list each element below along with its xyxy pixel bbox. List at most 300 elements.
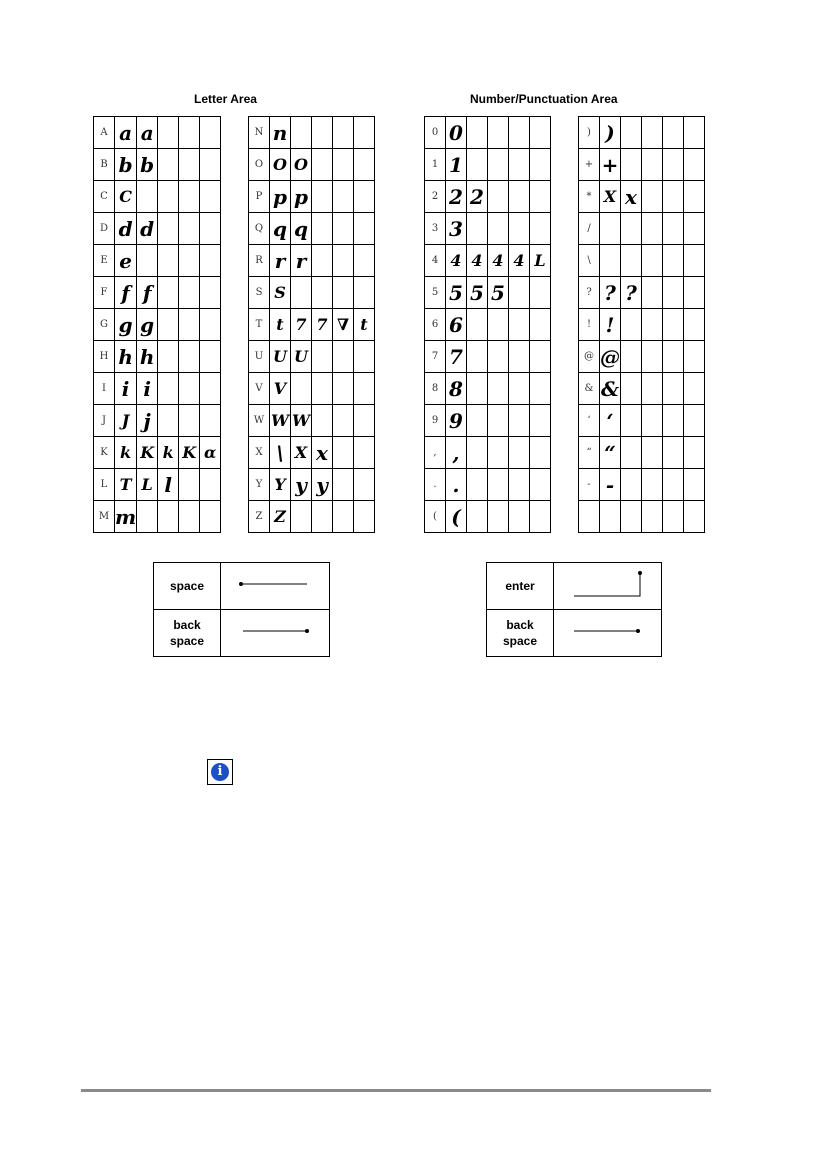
stroke-sample: 2: [467, 181, 488, 213]
stroke-sample: y: [312, 469, 333, 501]
empty-cell: [354, 501, 375, 533]
empty-cell: [642, 373, 663, 405]
empty-cell: [200, 149, 221, 181]
stroke-sample: q: [291, 213, 312, 245]
grid-row: [579, 501, 705, 533]
stroke-sample: W: [270, 405, 291, 437]
empty-cell: [467, 373, 488, 405]
empty-cell: [509, 181, 530, 213]
empty-cell: [642, 437, 663, 469]
stroke-sample: y: [291, 469, 312, 501]
empty-cell: [354, 277, 375, 309]
row-label: E: [94, 245, 115, 277]
empty-cell: [467, 309, 488, 341]
empty-cell: [354, 245, 375, 277]
empty-cell: [467, 341, 488, 373]
stroke-sample: 2: [446, 181, 467, 213]
empty-cell: [530, 501, 551, 533]
empty-cell: [200, 245, 221, 277]
empty-cell: [467, 213, 488, 245]
empty-cell: [621, 309, 642, 341]
empty-cell: [600, 245, 621, 277]
empty-cell: [467, 437, 488, 469]
empty-cell: [663, 501, 684, 533]
punctuation-grid: [578, 116, 705, 533]
empty-cell: [179, 117, 200, 149]
stroke-sample: O: [291, 149, 312, 181]
empty-cell: [684, 213, 705, 245]
stroke-sample: 3: [446, 213, 467, 245]
row-label: -: [579, 469, 600, 501]
stroke-sample: 7: [312, 309, 333, 341]
empty-cell: [333, 501, 354, 533]
row-label: A: [94, 117, 115, 149]
stroke-sample: 8: [446, 373, 467, 405]
empty-cell: [158, 277, 179, 309]
empty-cell: [333, 149, 354, 181]
stroke-sample: +: [600, 149, 621, 181]
grid-row: [94, 245, 221, 277]
stroke-sample: 5: [446, 277, 467, 309]
empty-cell: [179, 501, 200, 533]
stroke-sample: ?: [600, 277, 621, 309]
stroke-sample: \: [270, 437, 291, 469]
row-label: 1: [425, 149, 446, 181]
stroke-sample: U: [291, 341, 312, 373]
grid-row: [425, 181, 551, 213]
empty-cell: [684, 341, 705, 373]
empty-cell: [488, 181, 509, 213]
empty-cell: [642, 501, 663, 533]
stroke-sample: q: [270, 213, 291, 245]
row-label: O: [249, 149, 270, 181]
row-label: C: [94, 181, 115, 213]
stroke-sample: 4: [446, 245, 467, 277]
empty-cell: [200, 469, 221, 501]
empty-cell: [488, 149, 509, 181]
empty-cell: [684, 117, 705, 149]
empty-cell: [530, 437, 551, 469]
stroke-sample: t: [270, 309, 291, 341]
empty-cell: [642, 309, 663, 341]
empty-cell: [530, 117, 551, 149]
empty-cell: [663, 469, 684, 501]
stroke-sample: ,: [446, 437, 467, 469]
stroke-sample: f: [115, 277, 137, 309]
grid-row: [249, 437, 375, 469]
grid-row: [94, 373, 221, 405]
stroke-sample: 4: [488, 245, 509, 277]
empty-cell: [467, 405, 488, 437]
empty-cell: [467, 117, 488, 149]
back-space-label: back space: [154, 610, 221, 657]
empty-cell: [354, 405, 375, 437]
empty-cell: [621, 437, 642, 469]
stroke-sample: i: [137, 373, 158, 405]
empty-cell: [530, 277, 551, 309]
row-label: “: [579, 437, 600, 469]
grid-row: [425, 213, 551, 245]
empty-cell: [663, 405, 684, 437]
empty-cell: [684, 181, 705, 213]
empty-cell: [333, 373, 354, 405]
grid-row: [579, 405, 705, 437]
empty-cell: [333, 181, 354, 213]
stroke-sample: K: [137, 437, 158, 469]
empty-cell: [509, 501, 530, 533]
stroke-sample: Y: [270, 469, 291, 501]
stroke-sample: 7: [291, 309, 312, 341]
empty-cell: [291, 501, 312, 533]
back-space-gesture-icon: [554, 610, 661, 651]
grid-row: [249, 213, 375, 245]
empty-cell: [312, 501, 333, 533]
empty-cell: [200, 181, 221, 213]
back-space-gesture-icon: [221, 610, 329, 651]
empty-cell: [333, 245, 354, 277]
grid-row: [425, 117, 551, 149]
row-label: 7: [425, 341, 446, 373]
row-label: U: [249, 341, 270, 373]
enter-gesture: [554, 563, 662, 610]
empty-cell: [621, 373, 642, 405]
row-label: \: [579, 245, 600, 277]
stroke-sample: S: [270, 277, 291, 309]
empty-cell: [663, 213, 684, 245]
empty-cell: [530, 149, 551, 181]
grid-row: [425, 245, 551, 277]
stroke-sample: @: [600, 341, 621, 373]
empty-cell: [179, 405, 200, 437]
empty-cell: [642, 277, 663, 309]
empty-cell: [333, 341, 354, 373]
row-label: P: [249, 181, 270, 213]
info-icon-glyph: i: [211, 763, 229, 781]
grid-row: [249, 277, 375, 309]
empty-cell: [333, 437, 354, 469]
grid-row: [94, 501, 221, 533]
empty-cell: [488, 213, 509, 245]
stroke-sample: V: [270, 373, 291, 405]
empty-cell: [158, 245, 179, 277]
stroke-sample: 4: [467, 245, 488, 277]
stroke-sample: p: [270, 181, 291, 213]
row-label: [579, 501, 600, 533]
empty-cell: [158, 117, 179, 149]
row-label: N: [249, 117, 270, 149]
empty-cell: [684, 501, 705, 533]
stroke-sample: x: [312, 437, 333, 469]
empty-cell: [333, 469, 354, 501]
empty-cell: [179, 341, 200, 373]
empty-cell: [312, 405, 333, 437]
empty-cell: [663, 117, 684, 149]
empty-cell: [509, 213, 530, 245]
row-label: ,: [425, 437, 446, 469]
stroke-sample: 6: [446, 309, 467, 341]
stroke-sample: 5: [467, 277, 488, 309]
empty-cell: [137, 245, 158, 277]
empty-cell: [509, 309, 530, 341]
grid-row: [94, 149, 221, 181]
empty-cell: [600, 213, 621, 245]
stroke-sample: L: [137, 469, 158, 501]
empty-cell: [312, 181, 333, 213]
empty-cell: [312, 373, 333, 405]
empty-cell: [354, 117, 375, 149]
stroke-sample: ): [600, 117, 621, 149]
stroke-sample: h: [115, 341, 137, 373]
grid-row: [425, 501, 551, 533]
grid-row: [425, 373, 551, 405]
empty-cell: [354, 149, 375, 181]
empty-cell: [509, 373, 530, 405]
row-label: T: [249, 309, 270, 341]
grid-row: [579, 213, 705, 245]
row-label: 9: [425, 405, 446, 437]
row-label: 5: [425, 277, 446, 309]
empty-cell: [179, 213, 200, 245]
empty-cell: [684, 469, 705, 501]
row-label: W: [249, 405, 270, 437]
empty-cell: [684, 437, 705, 469]
empty-cell: [467, 469, 488, 501]
empty-cell: [200, 501, 221, 533]
empty-cell: [684, 373, 705, 405]
grid-row: [425, 149, 551, 181]
grid-row: [249, 405, 375, 437]
empty-cell: [530, 469, 551, 501]
empty-cell: [200, 341, 221, 373]
empty-cell: [684, 309, 705, 341]
number-gesture-key: [486, 562, 662, 657]
grid-row: [94, 405, 221, 437]
stroke-sample: x: [621, 181, 642, 213]
stroke-sample: α: [200, 437, 221, 469]
empty-cell: [488, 437, 509, 469]
row-label: Z: [249, 501, 270, 533]
empty-cell: [488, 469, 509, 501]
empty-cell: [354, 341, 375, 373]
empty-cell: [530, 309, 551, 341]
empty-cell: [642, 341, 663, 373]
empty-cell: [509, 405, 530, 437]
stroke-sample: 5: [488, 277, 509, 309]
empty-cell: [333, 213, 354, 245]
row-label: 3: [425, 213, 446, 245]
stroke-sample: m: [115, 501, 137, 533]
grid-row: [425, 469, 551, 501]
empty-cell: [663, 181, 684, 213]
row-label: R: [249, 245, 270, 277]
empty-cell: [530, 405, 551, 437]
grid-row: [579, 341, 705, 373]
row-label: B: [94, 149, 115, 181]
empty-cell: [291, 277, 312, 309]
row-label: ): [579, 117, 600, 149]
row-label: *: [579, 181, 600, 213]
stroke-sample: k: [115, 437, 137, 469]
grid-row: [249, 149, 375, 181]
empty-cell: [137, 181, 158, 213]
stroke-sample: X: [291, 437, 312, 469]
grid-row: [579, 373, 705, 405]
grid-row: [579, 245, 705, 277]
empty-cell: [179, 469, 200, 501]
stroke-sample: O: [270, 149, 291, 181]
row-label: H: [94, 341, 115, 373]
empty-cell: [488, 501, 509, 533]
row-label: 8: [425, 373, 446, 405]
row-label: K: [94, 437, 115, 469]
row-label: 2: [425, 181, 446, 213]
empty-cell: [663, 437, 684, 469]
row-label: !: [579, 309, 600, 341]
stroke-sample: h: [137, 341, 158, 373]
empty-cell: [137, 501, 158, 533]
grid-row: [94, 341, 221, 373]
row-label: J: [94, 405, 115, 437]
empty-cell: [158, 501, 179, 533]
empty-cell: [642, 469, 663, 501]
back-space-label: back space: [487, 610, 554, 657]
row-label: X: [249, 437, 270, 469]
empty-cell: [354, 373, 375, 405]
back-space-gesture: [554, 610, 662, 657]
empty-cell: [354, 469, 375, 501]
row-label: 4: [425, 245, 446, 277]
stroke-sample: e: [115, 245, 137, 277]
empty-cell: [158, 341, 179, 373]
row-label: F: [94, 277, 115, 309]
grid-row: [94, 181, 221, 213]
empty-cell: [158, 149, 179, 181]
grid-row: [249, 181, 375, 213]
stroke-sample: 4: [509, 245, 530, 277]
back-space-gesture: [221, 610, 330, 657]
row-label: L: [94, 469, 115, 501]
stroke-sample: 0: [446, 117, 467, 149]
stroke-sample: 7: [446, 341, 467, 373]
grid-row: [249, 501, 375, 533]
grid-row: [94, 277, 221, 309]
stroke-sample: k: [158, 437, 179, 469]
stroke-sample: j: [137, 405, 158, 437]
empty-cell: [684, 149, 705, 181]
row-label: (: [425, 501, 446, 533]
empty-cell: [621, 469, 642, 501]
stroke-sample: a: [137, 117, 158, 149]
grid-row: [579, 437, 705, 469]
grid-row: [425, 341, 551, 373]
empty-cell: [509, 341, 530, 373]
empty-cell: [179, 149, 200, 181]
empty-cell: [509, 277, 530, 309]
stroke-sample: &: [600, 373, 621, 405]
grid-row: [94, 437, 221, 469]
empty-cell: [642, 213, 663, 245]
grid-row: [249, 373, 375, 405]
empty-cell: [312, 245, 333, 277]
stroke-sample: 1: [446, 149, 467, 181]
row-label: Q: [249, 213, 270, 245]
stroke-sample: g: [115, 309, 137, 341]
info-icon[interactable]: [207, 759, 233, 785]
row-label: ?: [579, 277, 600, 309]
stroke-sample: 9: [446, 405, 467, 437]
empty-cell: [621, 245, 642, 277]
grid-row: [249, 341, 375, 373]
stroke-sample: Z: [270, 501, 291, 533]
space-gesture: [221, 563, 330, 610]
stroke-sample: -: [600, 469, 621, 501]
empty-cell: [663, 277, 684, 309]
grid-row: [579, 149, 705, 181]
empty-cell: [663, 341, 684, 373]
stroke-sample: U: [270, 341, 291, 373]
space-label: space: [154, 563, 221, 610]
empty-cell: [509, 149, 530, 181]
empty-cell: [200, 309, 221, 341]
empty-cell: [684, 405, 705, 437]
row-label: G: [94, 309, 115, 341]
row-label: 6: [425, 309, 446, 341]
stroke-sample: d: [137, 213, 158, 245]
grid-row: [249, 469, 375, 501]
empty-cell: [621, 213, 642, 245]
empty-cell: [642, 149, 663, 181]
empty-cell: [488, 309, 509, 341]
empty-cell: [354, 181, 375, 213]
row-label: /: [579, 213, 600, 245]
grid-row: [579, 469, 705, 501]
empty-cell: [488, 117, 509, 149]
stroke-sample: .: [446, 469, 467, 501]
empty-cell: [642, 405, 663, 437]
stroke-sample: !: [600, 309, 621, 341]
empty-cell: [312, 341, 333, 373]
stroke-sample: r: [270, 245, 291, 277]
footer-rule: [81, 1089, 711, 1092]
grid-row: [425, 405, 551, 437]
stroke-sample: T: [115, 469, 137, 501]
empty-cell: [312, 277, 333, 309]
empty-cell: [179, 245, 200, 277]
empty-cell: [158, 309, 179, 341]
stroke-sample: d: [115, 213, 137, 245]
letter-gesture-key: [153, 562, 330, 657]
empty-cell: [621, 149, 642, 181]
stroke-sample: b: [137, 149, 158, 181]
empty-cell: [684, 245, 705, 277]
empty-cell: [530, 181, 551, 213]
stroke-sample: W: [291, 405, 312, 437]
stroke-sample: K: [179, 437, 200, 469]
empty-cell: [663, 309, 684, 341]
letter-area-heading: Letter Area: [194, 92, 257, 106]
empty-cell: [291, 117, 312, 149]
row-label: S: [249, 277, 270, 309]
empty-cell: [509, 469, 530, 501]
empty-cell: [530, 213, 551, 245]
empty-cell: [312, 117, 333, 149]
grid-row: [579, 181, 705, 213]
empty-cell: [600, 501, 621, 533]
grid-row: [425, 437, 551, 469]
row-label: M: [94, 501, 115, 533]
empty-cell: [488, 373, 509, 405]
empty-cell: [354, 437, 375, 469]
